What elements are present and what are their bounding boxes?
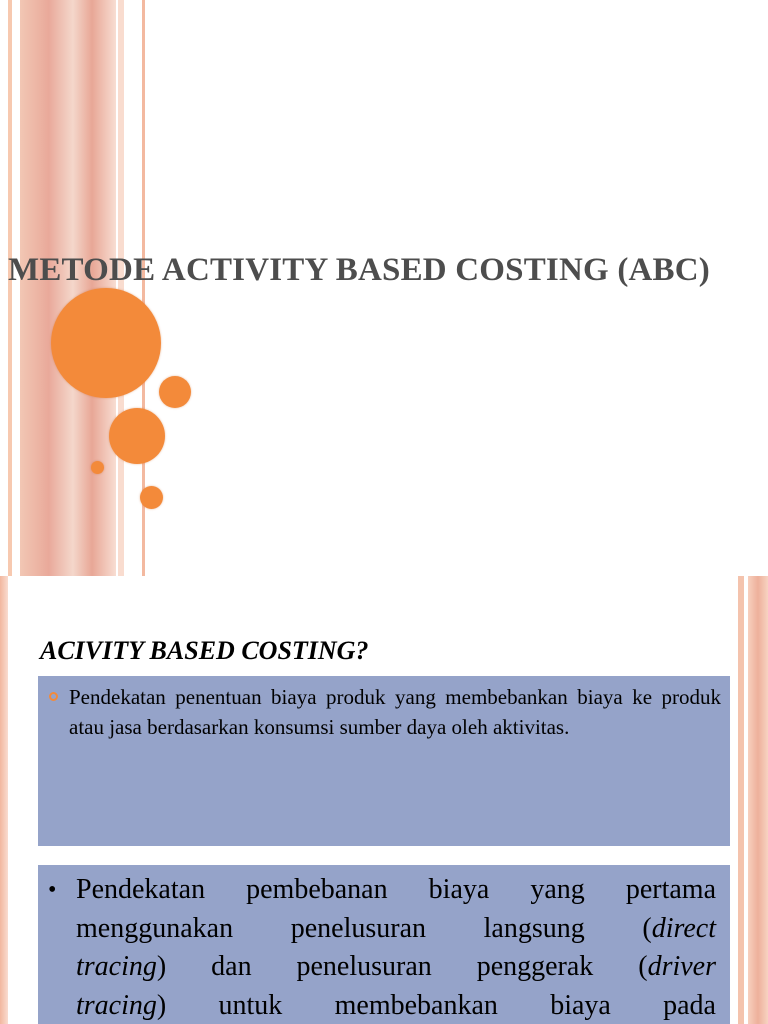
decor-circle-small [159,376,191,408]
bullet-icon: • [48,877,57,903]
decor-stripe [0,576,8,1024]
italic-term: direct [651,912,716,944]
decor-stripe [738,576,744,1024]
italic-term: tracing [76,989,157,1021]
explanation-line [76,987,716,1024]
text-run: Pendekatan pembebanan biaya yang pertama [76,874,716,905]
slide-title: METODE ACTIVITY BASED COSTING (ABC) [8,252,710,288]
slide-heading: ACIVITY BASED COSTING? [40,636,369,665]
decor-circle-small [140,486,163,509]
explanation-box [38,865,730,1024]
decor-circle-tiny [91,461,104,474]
text-run: menggunakan penelusuran langsung ( [76,912,652,944]
italic-term: driver [647,951,716,982]
decor-circle-large [51,288,161,398]
text-run: ) untuk membebankan biaya pada [156,989,716,1021]
explanation-text [76,871,716,1024]
content-slide [0,576,768,1024]
italic-term: tracing [76,951,157,982]
circle-bullet-icon [49,692,58,701]
definition-text: Pendekatan penentuan biaya produk yang membebankan biaya ke produk atau jasa berdasarkan konsumsi sumber daya oleh aktivitas. [69,685,721,739]
decor-circle-medium [109,408,165,464]
decor-stripe [748,576,768,1024]
explanation-line [76,910,716,949]
text-run: ) dan penelusuran penggerak ( [156,951,648,982]
definition-box [38,676,730,846]
explanation-line [76,948,716,987]
explanation-line [76,871,716,910]
